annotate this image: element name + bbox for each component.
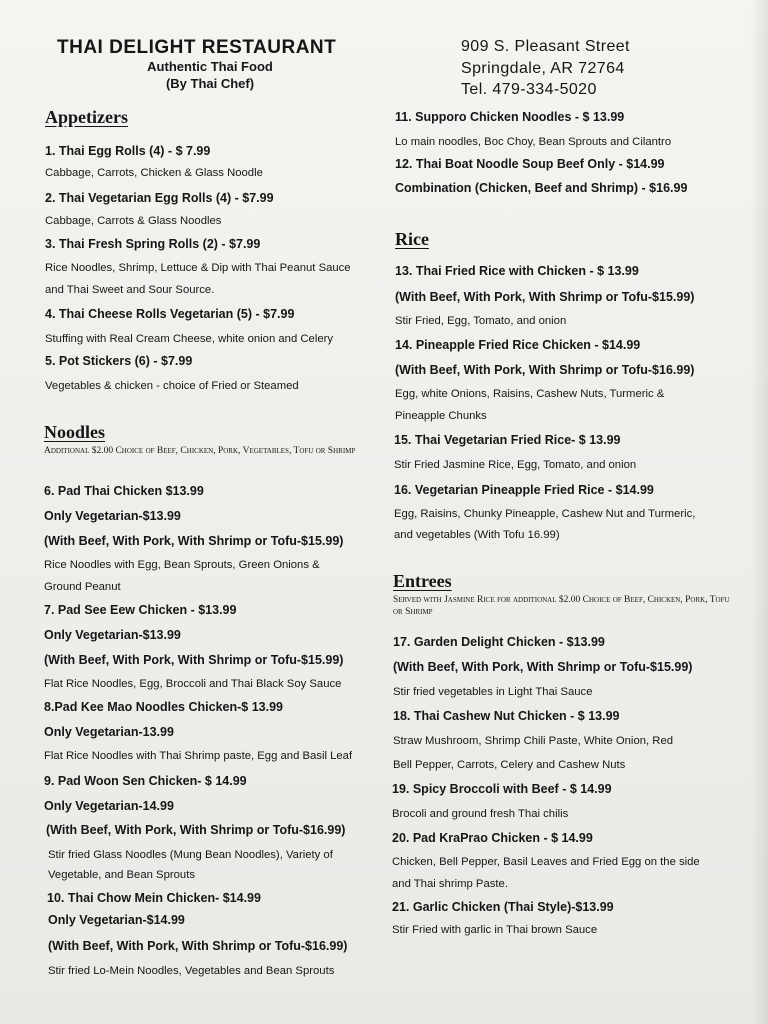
paper-edge-shadow <box>750 0 768 1024</box>
section-heading-rice: Rice <box>395 229 429 249</box>
menu-item-15: 15. Thai Vegetarian Fried Rice- $ 13.99 <box>394 433 621 447</box>
menu-item-20-description-cont: and Thai shrimp Paste. <box>392 878 508 890</box>
menu-item-8-description: Flat Rice Noodles with Thai Shrimp paste, Egg and Basil Leaf <box>44 750 353 762</box>
menu-item-7-description: Flat Rice Noodles, Egg, Broccoli and Thai Black Soy Sauce <box>44 678 342 690</box>
menu-item-18: 18. Thai Cashew Nut Chicken - $ 13.99 <box>393 709 620 723</box>
menu-item-13-options: (With Beef, With Pork, With Shrimp or Tofu-$15.99) <box>395 290 695 304</box>
menu-item-12-combination: Combination (Chicken, Beef and Shrimp) - $16.99 <box>395 181 688 195</box>
restaurant-name: THAI DELIGHT RESTAURANT <box>57 37 337 58</box>
menu-item-14-description: Egg, white Onions, Raisins, Cashew Nuts, Turmeric & <box>395 388 665 400</box>
menu-item-6-vegetarian: Only Vegetarian-$13.99 <box>44 509 181 523</box>
menu-item-6-description-cont: Ground Peanut <box>44 581 121 593</box>
menu-item-11-description: Lo main noodles, Boc Choy, Bean Sprouts and Cilantro <box>395 136 672 148</box>
section-heading-entrees: Entrees <box>393 571 452 591</box>
menu-item-3-description-cont: and Thai Sweet and Sour Source. <box>45 284 215 296</box>
menu-item-7-options: (With Beef, With Pork, With Shrimp or Tofu-$15.99) <box>44 653 344 667</box>
entrees-note: Served with Jasmine Rice for additional $2.00 Choice of Beef, Chicken, Pork, Tofu or Shrimp <box>393 595 730 617</box>
menu-item-8-vegetarian: Only Vegetarian-13.99 <box>44 725 174 739</box>
menu-item-18-description-cont: Bell Pepper, Carrots, Celery and Cashew Nuts <box>393 759 626 771</box>
menu-item-4: 4. Thai Cheese Rolls Vegetarian (5) - $7.99 <box>45 307 295 321</box>
menu-item-16: 16. Vegetarian Pineapple Fried Rice - $14.99 <box>394 483 654 497</box>
section-heading-appetizers: Appetizers <box>45 107 128 127</box>
menu-item-7: 7. Pad See Eew Chicken - $13.99 <box>44 603 237 617</box>
menu-item-21: 21. Garlic Chicken (Thai Style)-$13.99 <box>392 900 614 914</box>
menu-item-6-description: Rice Noodles with Egg, Bean Sprouts, Green Onions & <box>44 559 320 571</box>
menu-item-6-options: (With Beef, With Pork, With Shrimp or Tofu-$15.99) <box>44 534 344 548</box>
menu-item-7-vegetarian: Only Vegetarian-$13.99 <box>44 628 181 642</box>
menu-item-5-description: Vegetables & chicken - choice of Fried or Steamed <box>45 380 299 392</box>
menu-item-13-description: Stir Fried, Egg, Tomato, and onion <box>395 315 567 327</box>
menu-item-2-description: Cabbage, Carrots & Glass Noodles <box>45 215 222 227</box>
menu-item-12: 12. Thai Boat Noodle Soup Beef Only - $14.99 <box>395 157 665 171</box>
menu-item-4-description: Stuffing with Real Cream Cheese, white onion and Celery <box>45 333 334 345</box>
menu-item-9-description-cont: Vegetable, and Bean Sprouts <box>48 869 195 881</box>
menu-item-9-vegetarian: Only Vegetarian-14.99 <box>44 799 174 813</box>
address-street: 909 S. Pleasant Street <box>461 38 630 55</box>
menu-item-15-description: Stir Fried Jasmine Rice, Egg, Tomato, and onion <box>394 459 637 471</box>
menu-item-16-description-cont: and vegetables (With Tofu 16.99) <box>394 529 560 541</box>
menu-item-1-description: Cabbage, Carrots, Chicken & Glass Noodle <box>45 167 263 179</box>
menu-item-10: 10. Thai Chow Mein Chicken- $14.99 <box>47 891 261 905</box>
menu-item-10-vegetarian: Only Vegetarian-$14.99 <box>48 913 185 927</box>
menu-item-9-description: Stir fried Glass Noodles (Mung Bean Noodles), Variety of <box>48 849 333 861</box>
menu-item-17-options: (With Beef, With Pork, With Shrimp or Tofu-$15.99) <box>393 660 693 674</box>
menu-item-13: 13. Thai Fried Rice with Chicken - $ 13.99 <box>395 264 639 278</box>
phone-number: Tel. 479-334-5020 <box>461 81 597 98</box>
menu-item-3-description: Rice Noodles, Shrimp, Lettuce & Dip with Thai Peanut Sauce <box>45 262 351 274</box>
menu-item-16-description: Egg, Raisins, Chunky Pineapple, Cashew Nut and Turmeric, <box>394 508 696 520</box>
menu-item-10-description: Stir fried Lo-Mein Noodles, Vegetables and Bean Sprouts <box>48 965 335 977</box>
menu-item-17: 17. Garden Delight Chicken - $13.99 <box>393 635 605 649</box>
menu-item-5: 5. Pot Stickers (6) - $7.99 <box>45 354 193 368</box>
menu-item-6: 6. Pad Thai Chicken $13.99 <box>44 484 204 498</box>
menu-item-3: 3. Thai Fresh Spring Rolls (2) - $7.99 <box>45 237 261 251</box>
address-city: Springdale, AR 72764 <box>461 60 625 77</box>
menu-item-20: 20. Pad KraPrao Chicken - $ 14.99 <box>392 831 593 845</box>
menu-item-9: 9. Pad Woon Sen Chicken- $ 14.99 <box>44 774 247 788</box>
menu-item-8: 8.Pad Kee Mao Noodles Chicken-$ 13.99 <box>44 700 283 714</box>
restaurant-tagline: Authentic Thai Food <box>147 59 273 74</box>
menu-item-20-description: Chicken, Bell Pepper, Basil Leaves and Fried Egg on the side <box>392 856 700 868</box>
restaurant-chef-note: (By Thai Chef) <box>165 76 255 91</box>
menu-item-11: 11. Supporo Chicken Noodles - $ 13.99 <box>395 110 625 124</box>
menu-item-14-options: (With Beef, With Pork, With Shrimp or Tofu-$16.99) <box>395 363 695 377</box>
noodles-note: Additional $2.00 Choice of Beef, Chicken, Pork, Vegetables, Tofu or Shrimp <box>44 446 356 456</box>
menu-item-21-description: Stir Fried with garlic in Thai brown Sauce <box>392 924 598 936</box>
menu-item-19: 19. Spicy Broccoli with Beef - $ 14.99 <box>392 782 612 796</box>
section-heading-noodles: Noodles <box>44 422 106 442</box>
menu-item-18-description: Straw Mushroom, Shrimp Chili Paste, White Onion, Red <box>393 735 674 747</box>
menu-item-10-options: (With Beef, With Pork, With Shrimp or Tofu-$16.99) <box>48 939 348 953</box>
menu-item-2: 2. Thai Vegetarian Egg Rolls (4) - $7.99 <box>45 191 274 205</box>
menu-item-17-description: Stir fried vegetables in Light Thai Sauce <box>393 686 593 698</box>
menu-item-14-description-cont: Pineapple Chunks <box>395 410 487 422</box>
menu-item-19-description: Brocoli and ground fresh Thai chilis <box>392 808 569 820</box>
menu-item-1: 1. Thai Egg Rolls (4) - $ 7.99 <box>45 144 211 158</box>
menu-item-14: 14. Pineapple Fried Rice Chicken - $14.99 <box>395 338 641 352</box>
menu-item-9-options: (With Beef, With Pork, With Shrimp or Tofu-$16.99) <box>46 823 346 837</box>
